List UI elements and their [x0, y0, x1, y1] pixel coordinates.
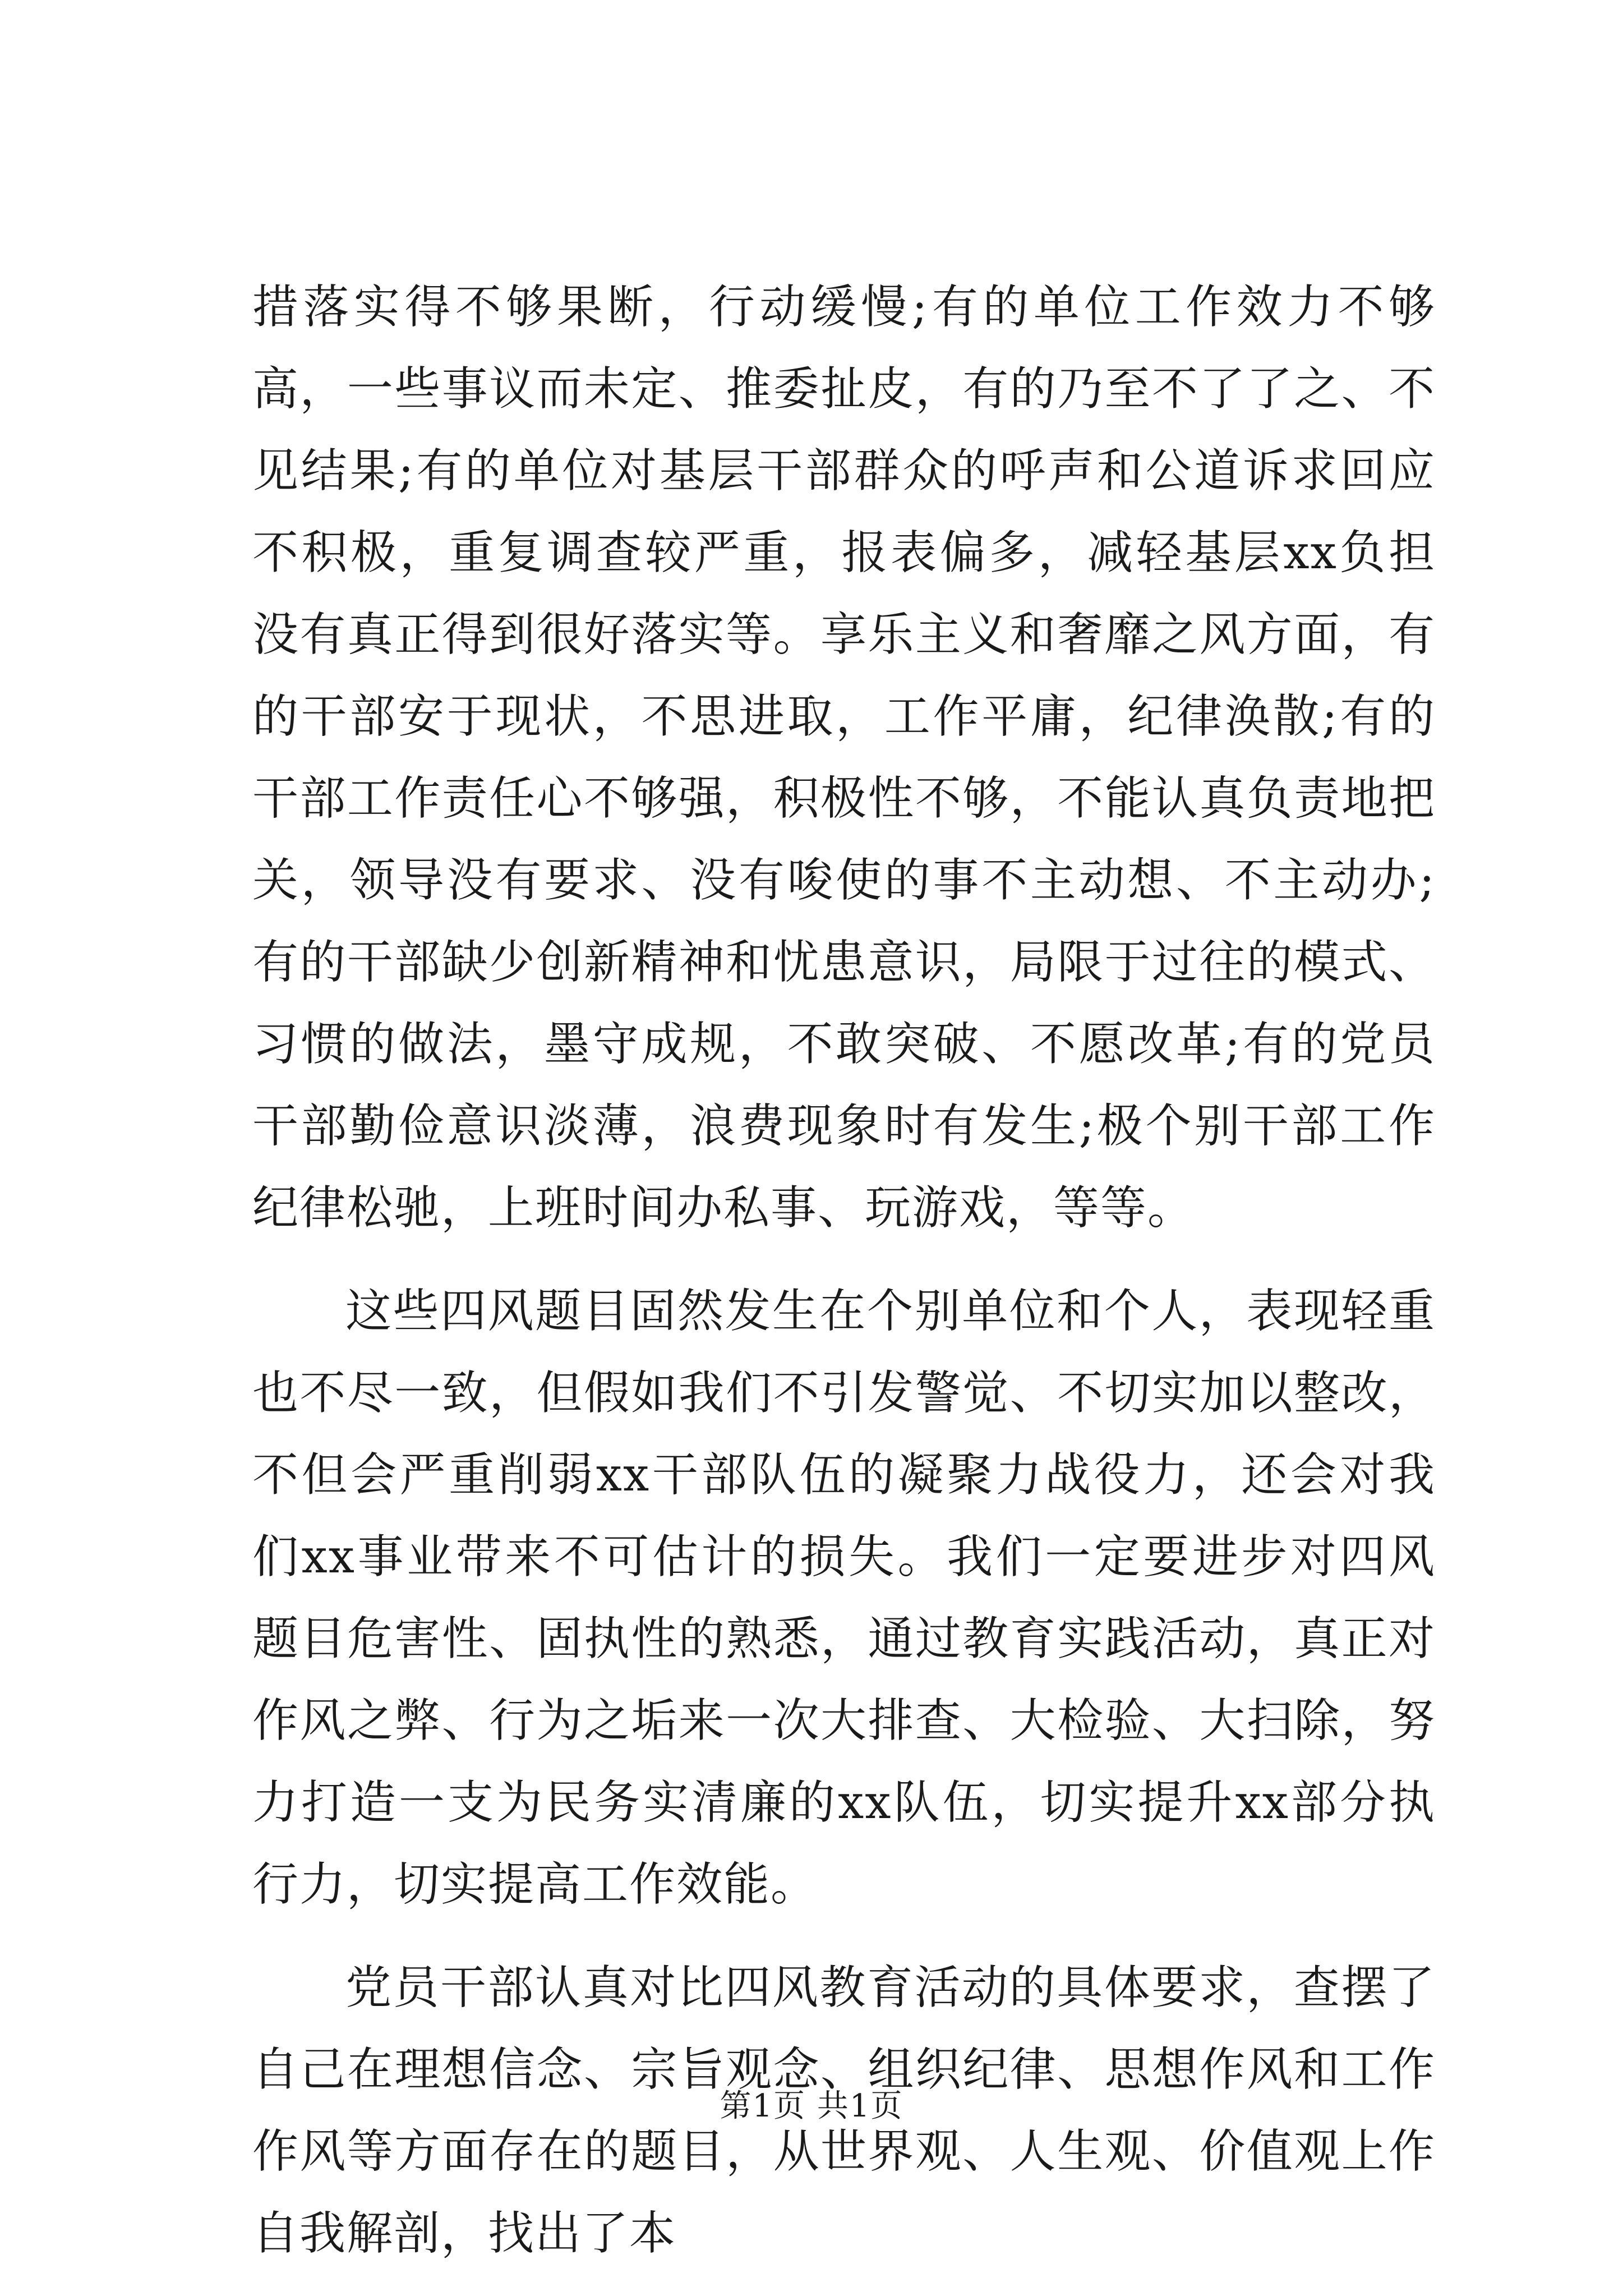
paragraph-1: 措落实得不够果断，行动缓慢;有的单位工作效力不够高，一些事议而未定、推委扯皮，有的乃至不了了之、不见结果;有的单位对基层干部群众的呼声和公道诉求回应不积极，重复调查较严重，报表偏多，减轻基层xx负担没有真正得到很好落实等。享乐主义和奢靡之风方面，有的干部安于现状，不思进取，工作平庸，纪律涣散;有的干部工作责任心不够强，积极性不够，不能认真负责地把关，领导没有要求、没有唆使的事不主动想、不主动办;有的干部缺少创新精神和忧患意识，局限于过往的模式、习惯的做法，墨守成规，不敢突破、不愿改革;有的党员干部勤俭意识淡薄，浪费现象时有发生;极个别干部工作纪律松驰，上班时间办私事、玩游戏，等等。: [252, 280, 1436, 1235]
paragraph-2: 这些四风题目固然发生在个别单位和个人，表现轻重也不尽一致，但假如我们不引发警觉、不切实加以整改，不但会严重削弱xx干部队伍的凝聚力战役力，还会对我们xx事业带来不可估计的损失。我们一定要进步对四风题目危害性、固执性的熟悉，通过教育实践活动，真正对作风之弊、行为之垢来一次大排查、大检验、大扫除，努力打造一支为民务实清廉的xx队伍，切实提升xx部分执行力，切实提高工作效能。: [252, 1285, 1436, 1911]
page-footer: 第1页 共1页: [720, 2088, 903, 2124]
document-body: [252, 266, 1436, 2296]
paragraph-3: 党员干部认真对比四风教育活动的具体要求，查摆了自己在理想信念、宗旨观念、组织纪律、思想作风和工作作风等方面存在的题目，从世界观、人生观、价值观上作自我解剖，找出了本: [252, 1961, 1436, 2260]
